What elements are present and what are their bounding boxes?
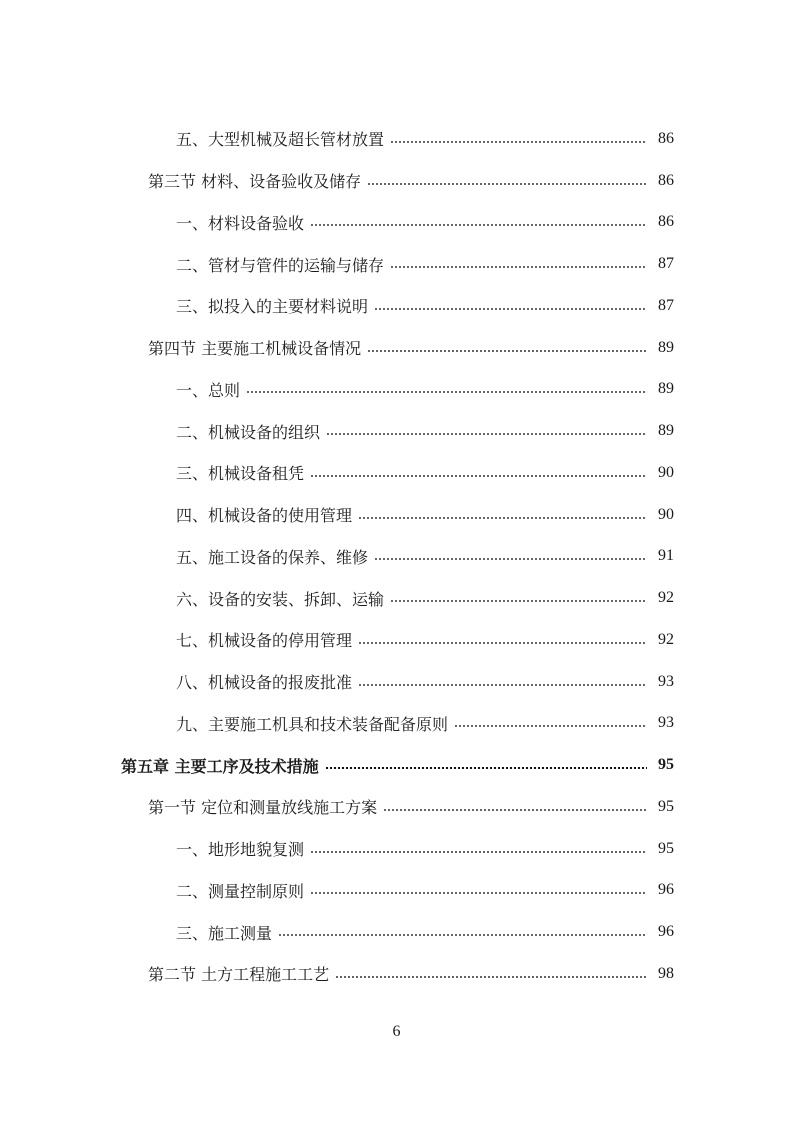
toc-entry-page-number: 87 (658, 255, 674, 273)
dot-leader (310, 892, 647, 894)
toc-entry[interactable] (0, 452, 793, 494)
dot-leader (367, 350, 647, 352)
toc-entry[interactable] (0, 285, 793, 327)
toc-entry-title: 六、设备的安装、拆卸、运输 (176, 589, 385, 609)
toc-entry-title: 第五章 主要工序及技术措施 (121, 756, 319, 776)
toc-entry[interactable] (0, 536, 793, 578)
dot-leader (325, 767, 647, 769)
toc-entry[interactable] (0, 703, 793, 745)
toc-entry-page-number: 92 (658, 589, 674, 607)
toc-entry-title: 三、机械设备租凭 (176, 464, 305, 484)
toc-entry-title: 第二节 土方工程施工工艺 (148, 965, 330, 985)
toc-entry[interactable] (0, 327, 793, 369)
toc-entry[interactable] (0, 410, 793, 452)
toc-entry[interactable] (0, 953, 793, 995)
toc-entry[interactable] (0, 369, 793, 411)
toc-entry-title: 三、拟投入的主要材料说明 (176, 297, 369, 317)
dot-leader (310, 851, 647, 853)
toc-entry-page-number: 93 (658, 714, 674, 732)
toc-entry-page-number: 89 (658, 422, 674, 440)
toc-entry-page-number: 95 (658, 756, 674, 774)
toc-entry-page-number: 91 (658, 547, 674, 565)
toc-entry-page-number: 98 (658, 964, 674, 982)
toc-entry-page-number: 96 (658, 881, 674, 899)
table-of-contents (0, 118, 793, 995)
toc-entry[interactable] (0, 243, 793, 285)
toc-entry-title: 七、机械设备的停用管理 (176, 631, 353, 651)
toc-entry[interactable] (0, 744, 793, 786)
toc-entry-page-number: 87 (658, 296, 674, 314)
dot-leader (374, 558, 647, 560)
toc-entry-title: 九、主要施工机具和技术装备配备原则 (176, 714, 449, 734)
toc-entry-page-number: 89 (658, 338, 674, 356)
toc-entry-page-number: 86 (658, 129, 674, 147)
toc-entry[interactable] (0, 118, 793, 160)
toc-entry[interactable] (0, 828, 793, 870)
toc-entry[interactable] (0, 661, 793, 703)
toc-entry[interactable] (0, 870, 793, 912)
toc-entry-title: 第三节 材料、设备验收及储存 (148, 172, 362, 192)
dot-leader (383, 809, 647, 811)
dot-leader (374, 308, 647, 310)
toc-entry-page-number: 89 (658, 380, 674, 398)
toc-entry-title: 一、总则 (176, 380, 241, 400)
toc-entry[interactable] (0, 577, 793, 619)
dot-leader (310, 475, 647, 477)
toc-entry-page-number: 86 (658, 171, 674, 189)
toc-entry[interactable] (0, 786, 793, 828)
dot-leader (390, 600, 647, 602)
toc-entry-title: 五、大型机械及超长管材放置 (176, 130, 385, 150)
dot-leader (390, 266, 647, 268)
dot-leader (310, 224, 647, 226)
toc-entry-title: 第四节 主要施工机械设备情况 (148, 339, 362, 359)
dot-leader (454, 725, 647, 727)
toc-entry-page-number: 95 (658, 797, 674, 815)
dot-leader (390, 141, 647, 143)
toc-entry-title: 一、材料设备验收 (176, 213, 305, 233)
toc-entry-page-number: 92 (658, 630, 674, 648)
toc-entry-title: 五、施工设备的保养、维修 (176, 547, 369, 567)
toc-entry-title: 二、管材与管件的运输与储存 (176, 255, 385, 275)
dot-leader (358, 517, 647, 519)
toc-entry[interactable] (0, 160, 793, 202)
dot-leader (367, 183, 647, 185)
toc-entry-title: 第一节 定位和测量放线施工方案 (148, 798, 378, 818)
dot-leader (326, 433, 647, 435)
toc-entry-page-number: 96 (658, 923, 674, 941)
page-number: 6 (392, 1023, 401, 1040)
dot-leader (358, 642, 647, 644)
toc-entry[interactable] (0, 619, 793, 661)
dot-leader (246, 391, 647, 393)
toc-entry-title: 三、施工测量 (176, 923, 273, 943)
toc-entry[interactable] (0, 911, 793, 953)
toc-entry[interactable] (0, 494, 793, 536)
toc-entry-page-number: 95 (658, 839, 674, 857)
toc-entry[interactable] (0, 202, 793, 244)
dot-leader (358, 684, 647, 686)
toc-entry-title: 八、机械设备的报废批准 (176, 673, 353, 693)
toc-entry-page-number: 90 (658, 463, 674, 481)
toc-entry-title: 二、机械设备的组织 (176, 422, 321, 442)
dot-leader (278, 934, 647, 936)
toc-entry-title: 一、地形地貌复测 (176, 840, 305, 860)
toc-entry-title: 二、测量控制原则 (176, 881, 305, 901)
toc-entry-page-number: 90 (658, 505, 674, 523)
toc-entry-page-number: 86 (658, 213, 674, 231)
toc-entry-title: 四、机械设备的使用管理 (176, 506, 353, 526)
dot-leader (335, 976, 647, 978)
toc-entry-page-number: 93 (658, 672, 674, 690)
